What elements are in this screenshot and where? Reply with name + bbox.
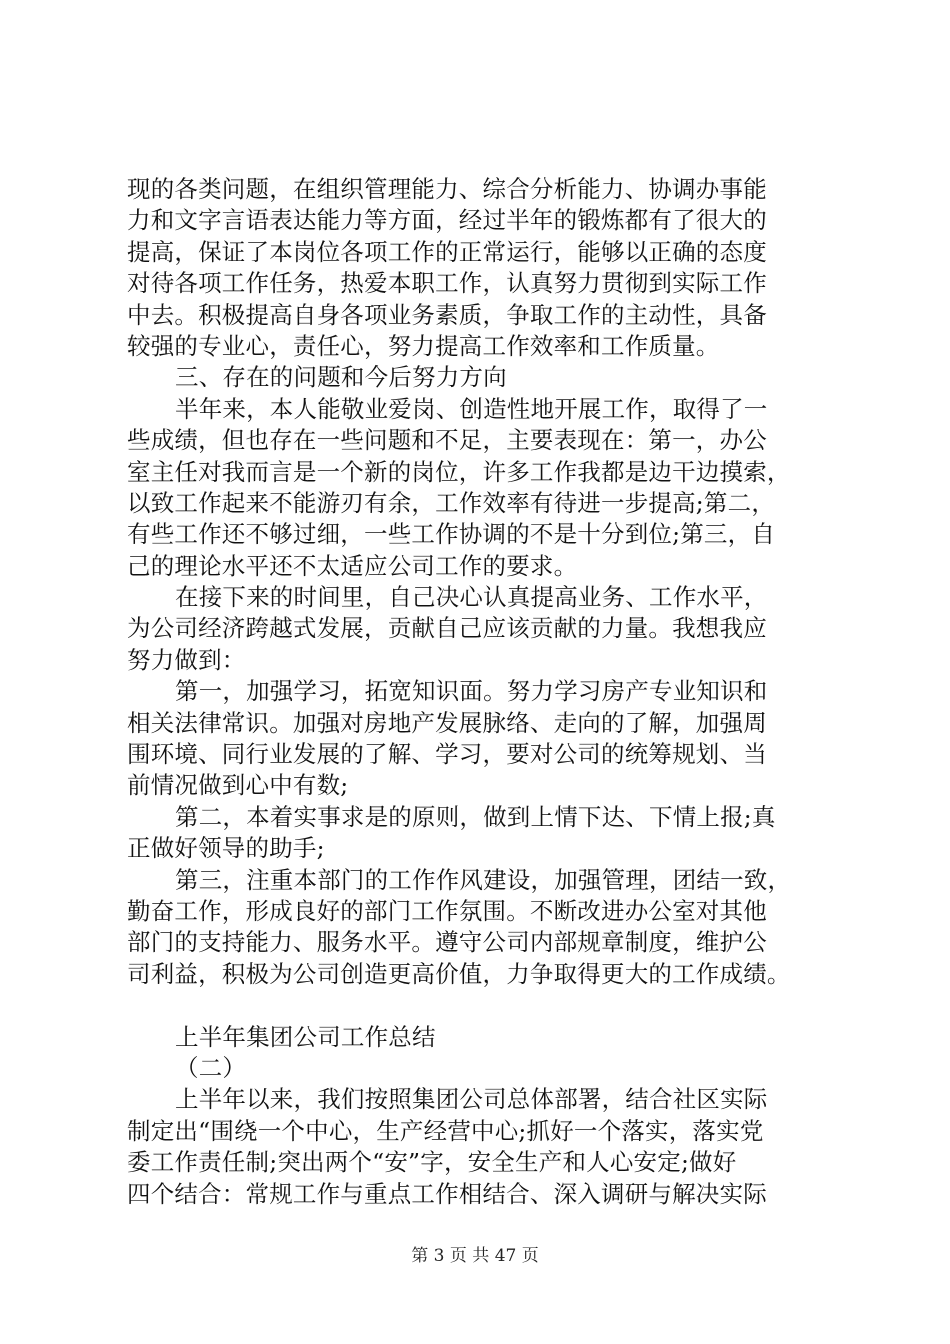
text-line: 相关法律常识。加强对房地产发展脉络、走向的了解，加强周 — [127, 708, 767, 737]
page-footer: 第 3 页 共 47 页 — [411, 1246, 539, 1266]
text-line: 四个结合：常规工作与重点工作相结合、深入调研与解决实际 — [127, 1179, 767, 1208]
text-line: 部门的支持能力、服务水平。遵守公司内部规章制度，维护公 — [127, 928, 767, 957]
text-line: 努力做到： — [127, 645, 246, 674]
text-line: 现的各类问题，在组织管理能力、综合分析能力、协调办事能 — [127, 175, 767, 203]
text-line: 有些工作还不够过细，一些工作协调的不是十分到位;第三，自 — [127, 520, 776, 549]
text-line: 上半年以来，我们按照集团公司总体部署，结合社区实际 — [175, 1085, 768, 1114]
text-line: 第二，本着实事求是的原则，做到上情下达、下情上报;真 — [175, 802, 776, 831]
text-line: 较强的专业心，责任心，努力提高工作效率和工作质量。 — [127, 331, 720, 360]
text-line: 围环境、同行业发展的了解、学习，要对公司的统筹规划、当 — [127, 740, 767, 769]
text-line: 前情况做到心中有数; — [127, 771, 349, 800]
text-line: 第三，注重本部门的工作作风建设，加强管理，团结一致， — [175, 865, 792, 894]
text-line: （二） — [175, 1053, 247, 1082]
text-line: 制定出“围绕一个中心，生产经营中心;抓好一个落实，落实党 — [127, 1116, 764, 1145]
text-line: 第一，加强学习，拓宽知识面。努力学习房产专业知识和 — [175, 677, 768, 706]
text-line: 半年来，本人能敬业爱岗、创造性地开展工作，取得了一 — [175, 394, 768, 423]
text-line: 中去。积极提高自身各项业务素质，争取工作的主动性，具备 — [127, 300, 767, 329]
text-line: 在接下来的时间里，自己决心认真提高业务、工作水平， — [175, 583, 768, 612]
document-body — [127, 174, 827, 1210]
text-line: 些成绩，但也存在一些问题和不足，主要表现在：第一，办公 — [127, 426, 767, 455]
text-line: 室主任对我而言是一个新的岗位，许多工作我都是边干边摸索， — [127, 457, 791, 486]
text-line: 己的理论水平还不太适应公司工作的要求。 — [127, 551, 578, 580]
text-line: 司利益，积极为公司创造更高价值，力争取得更大的工作成绩。 — [127, 959, 791, 988]
text-line: 委工作责任制;突出两个“安”字，安全生产和人心安定;做好 — [127, 1148, 737, 1177]
text-line: 对待各项工作任务，热爱本职工作，认真努力贯彻到实际工作 — [127, 269, 767, 298]
text-line: 为公司经济跨越式发展，贡献自己应该贡献的力量。我想我应 — [127, 614, 767, 643]
text-line: 勤奋工作，形成良好的部门工作氛围。不断改进办公室对其他 — [127, 896, 767, 925]
text-line: 三、存在的问题和今后努力方向 — [175, 363, 507, 392]
text-line: 正做好领导的助手; — [127, 834, 325, 863]
text-line: 上半年集团公司工作总结 — [175, 1022, 436, 1051]
text-line: 力和文字言语表达能力等方面，经过半年的锻炼都有了很大的 — [127, 206, 767, 235]
text-line: 提高，保证了本岗位各项工作的正常运行，能够以正确的态度 — [127, 237, 767, 266]
text-line: 以致工作起来不能游刃有余，工作效率有待进一步提高;第二， — [127, 488, 776, 517]
blank-line — [127, 990, 827, 1021]
